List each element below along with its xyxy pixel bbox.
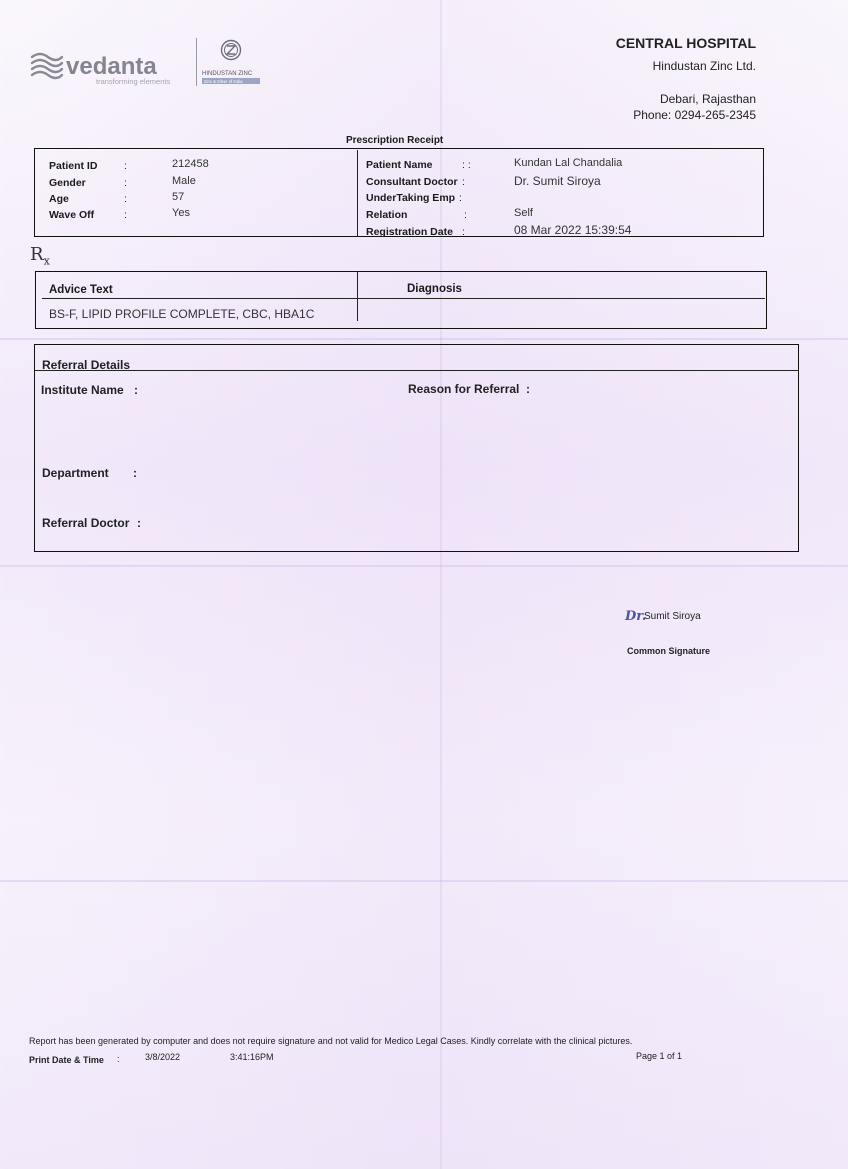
print-datetime-label: Print Date & Time xyxy=(29,1055,104,1065)
colon: : xyxy=(137,516,141,530)
gender-label: Gender xyxy=(49,177,86,189)
hospital-phone: Phone: 0294-265-2345 xyxy=(633,108,756,122)
partner-tagline: Zinc & Silver of India xyxy=(204,79,243,84)
rx-symbol: $R_x$ xyxy=(30,244,50,268)
receipt-title: Prescription Receipt xyxy=(346,135,444,146)
wave-off-value: Yes xyxy=(172,207,190,219)
consultant-doctor-value: Dr. Sumit Siroya xyxy=(514,174,601,188)
patient-id-value: 212458 xyxy=(172,158,209,170)
advice-column-divider xyxy=(357,271,358,321)
colon: : xyxy=(124,193,127,205)
colon: : xyxy=(526,382,530,396)
vedanta-logo xyxy=(30,48,195,88)
wave-off-label: Wave Off xyxy=(49,209,95,221)
referral-details-title: Referral Details xyxy=(42,358,131,372)
signature-name: Sumit Siroya xyxy=(644,611,701,622)
paper-fold xyxy=(0,338,848,340)
colon: : xyxy=(459,192,462,204)
page-number: Page 1 of 1 xyxy=(636,1051,683,1061)
paper-fold xyxy=(0,565,848,567)
signature-mark: Dr. xyxy=(625,609,647,624)
patient-id-label: Patient ID xyxy=(49,160,98,172)
print-date-value: 3/8/2022 xyxy=(145,1052,181,1062)
age-value: 57 xyxy=(172,191,185,203)
organization-name: Hindustan Zinc Ltd. xyxy=(652,59,756,73)
hospital-name: CENTRAL HOSPITAL xyxy=(615,35,756,51)
gender-value: Male xyxy=(172,175,196,187)
advice-text-header: Advice Text xyxy=(49,284,113,296)
patient-name-value: Kundan Lal Chandalia xyxy=(514,157,623,169)
referral-details-box xyxy=(34,344,799,552)
brand-wordmark: vedanta xyxy=(66,53,157,80)
footer-disclaimer: Report has been generated by computer and does not require signature and not valid for Medico Legal Cases. Kindly correlate with the clinical pictures. xyxy=(29,1036,633,1046)
relation-value: Self xyxy=(514,207,533,219)
referral-header-rule xyxy=(35,370,798,371)
colon: : : xyxy=(462,159,471,171)
registration-date-value: 08 Mar 2022 15:39:54 xyxy=(514,223,632,237)
signature-caption: Common Signature xyxy=(627,646,711,656)
partner-wordmark: HINDUSTAN ZINC xyxy=(202,71,253,77)
undertaking-emp-label: UnderTaking Emp xyxy=(366,192,456,204)
brand-tagline: transforming elements xyxy=(96,77,171,86)
diagnosis-header: Diagnosis xyxy=(407,283,462,295)
advice-header-rule xyxy=(42,298,765,299)
colon: : xyxy=(117,1054,120,1064)
referral-doctor-label: Referral Doctor xyxy=(42,516,130,530)
colon: : xyxy=(133,466,137,480)
colon: : xyxy=(462,226,465,238)
hospital-location: Debari, Rajasthan xyxy=(659,92,756,106)
advice-text-value: BS-F, LIPID PROFILE COMPLETE, CBC, HBA1C xyxy=(49,307,315,321)
info-divider xyxy=(357,150,358,237)
colon: : xyxy=(124,209,127,221)
hindustan-zinc-logo xyxy=(202,38,264,86)
relation-label: Relation xyxy=(366,209,408,221)
logo-divider xyxy=(196,38,197,86)
patient-name-label: Patient Name xyxy=(366,159,433,171)
reason-for-referral-label: Reason for Referral xyxy=(408,382,520,396)
institute-name-label: Institute Name xyxy=(41,383,124,397)
consultant-doctor-label: Consultant Doctor xyxy=(366,176,458,188)
age-label: Age xyxy=(49,193,69,205)
colon: : xyxy=(462,176,465,188)
department-label: Department xyxy=(42,466,109,480)
colon: : xyxy=(464,209,467,221)
paper-fold xyxy=(0,880,848,882)
colon: : xyxy=(134,383,138,397)
registration-date-label: Registration Date xyxy=(366,226,453,238)
colon: : xyxy=(124,177,127,189)
colon: : xyxy=(124,160,127,172)
print-time-value: 3:41:16PM xyxy=(230,1052,274,1062)
